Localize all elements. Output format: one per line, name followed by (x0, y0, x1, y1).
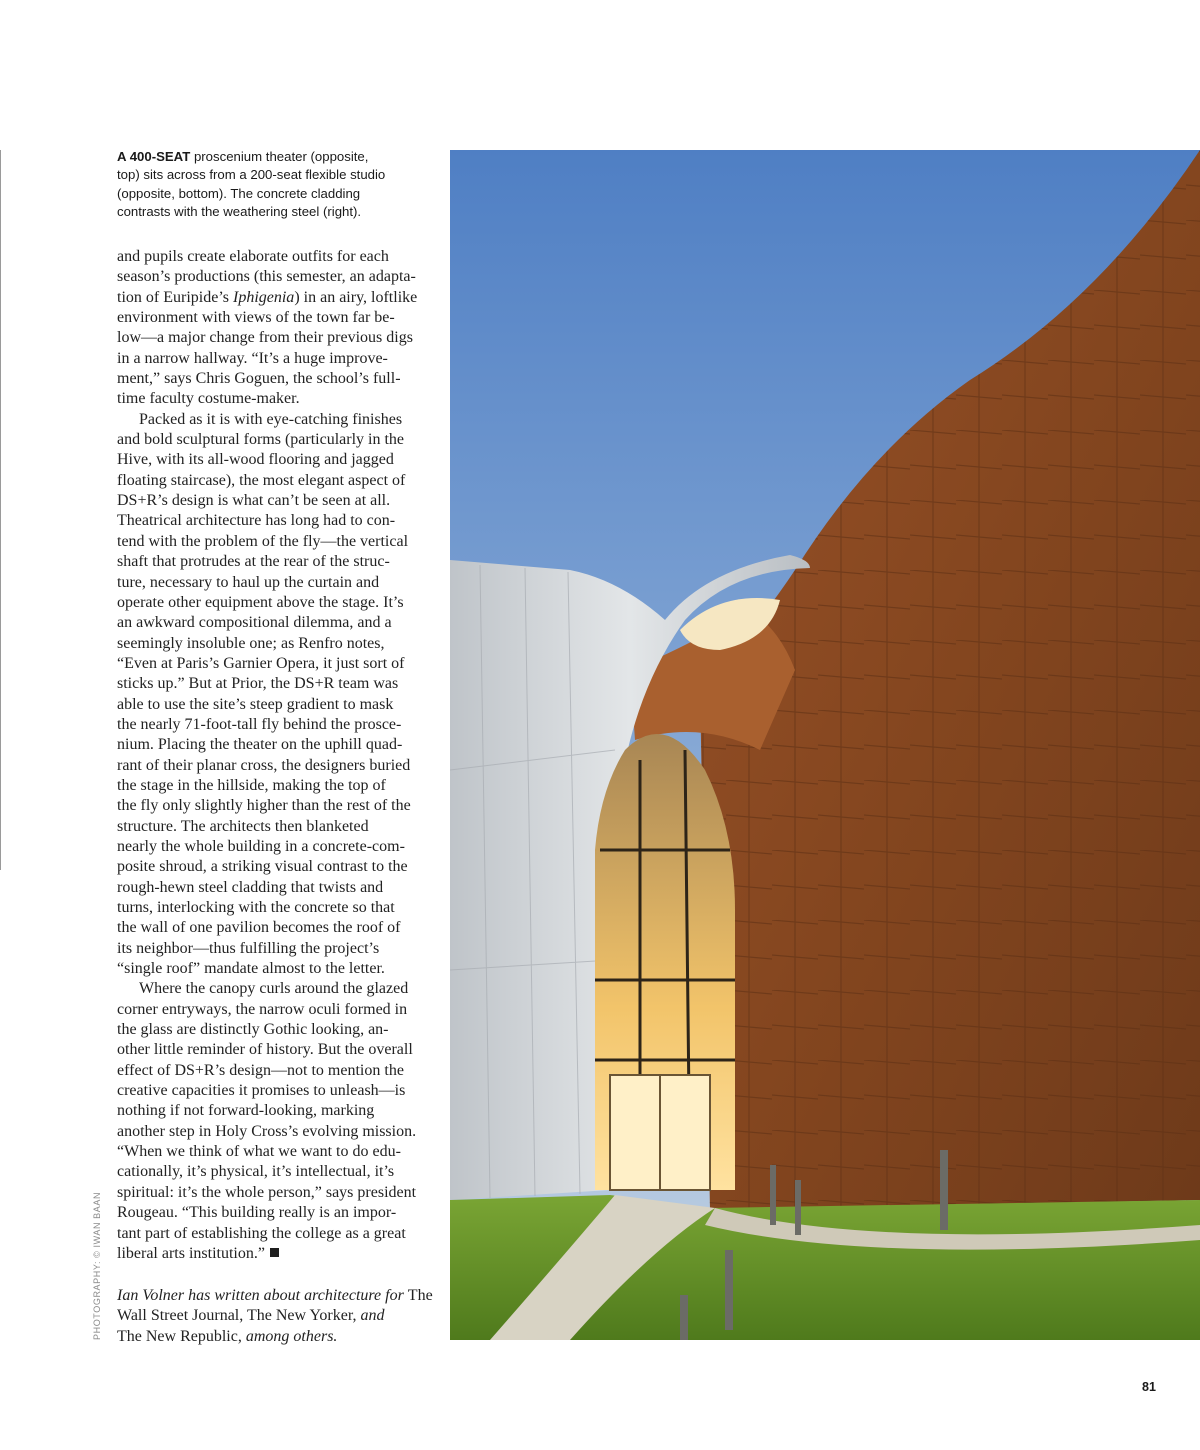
page-number: 81 (1142, 1380, 1156, 1394)
text-line: corner entryways, the narrow oculi formed in (117, 1000, 408, 1018)
text-line: creative capacities it promises to unleash—is (117, 1082, 406, 1100)
text-run: ) in an airy, loftlike (294, 288, 418, 306)
text-line: DS+R’s design is what can’t be seen at all. (117, 492, 391, 510)
text-line: tend with the problem of the fly—the vertical (117, 532, 409, 550)
text-line: the glass are distinctly Gothic looking, an- (117, 1021, 389, 1039)
text-line: time faculty costume-maker. (117, 390, 300, 408)
text-line: low—a major change from their previous digs (117, 329, 413, 347)
play-title: Iphigenia (232, 288, 295, 306)
caption-line: (opposite, bottom). The concrete cladding (117, 185, 361, 201)
article-body (117, 247, 427, 1264)
building-illustration (450, 150, 1200, 1340)
text-line: cationally, it’s physical, it’s intellectual, it’s (117, 1163, 395, 1181)
bio-run: among others. (245, 1327, 338, 1345)
text-line: other little reminder of history. But the overall (117, 1041, 413, 1059)
text-line: and bold sculptural forms (particularly in the (117, 431, 405, 449)
bio-run: and (356, 1307, 385, 1325)
text-line: in a narrow hallway. “It’s a huge improve- (117, 349, 388, 367)
text-line: another step in Holy Cross’s evolving mission. (117, 1122, 417, 1140)
text-run: tion of Euripide’s (117, 288, 233, 306)
text-line: tant part of establishing the college as a great (117, 1224, 406, 1242)
text-line: rant of their planar cross, the designers buried (117, 756, 411, 774)
bio-line (117, 1327, 437, 1347)
text-line: spiritual: it’s the whole person,” says president (117, 1183, 417, 1201)
text-line: environment with views of the town far be- (117, 309, 395, 327)
publication-name: Wall Street Journal, The New Yorker, (117, 1307, 357, 1325)
bio-line (117, 1306, 437, 1326)
publication-name: The (407, 1287, 433, 1304)
caption-line: proscenium theater (opposite, (190, 149, 369, 164)
text-line: “single roof” mandate almost to the letter. (117, 960, 385, 978)
text-line: an awkward compositional dilemma, and a (117, 614, 392, 632)
photo-caption (117, 148, 417, 222)
article-paragraph-3 (117, 979, 427, 1264)
text-line: structure. The architects then blanketed (117, 817, 369, 835)
text-line: ment,” says Chris Goguen, the school’s full- (117, 370, 401, 388)
text-line: shaft that protrudes at the rear of the struc- (117, 553, 390, 571)
text-line (117, 288, 427, 308)
bio-line (117, 1286, 437, 1306)
text-line: the stage in the hillside, making the top of (117, 776, 386, 794)
caption-line: contrasts with the weathering steel (right). (117, 204, 362, 220)
text-line: posite shroud, a striking visual contrast to the (117, 858, 408, 876)
margin-rule (0, 150, 1, 870)
text-line: Where the canopy curls around the glazed (139, 980, 409, 998)
text-line: and pupils create elaborate outfits for each (117, 248, 389, 265)
text-run: liberal arts institution.” (117, 1244, 265, 1262)
text-line: Rougeau. “This building really is an impor- (117, 1204, 397, 1222)
text-line: floating staircase), the most elegant aspect of (117, 471, 406, 489)
text-line: Packed as it is with eye-catching finishes (139, 410, 403, 428)
caption-lead: A 400-SEAT (117, 149, 191, 164)
text-line: able to use the site’s steep gradient to mask (117, 695, 394, 713)
text-line (117, 1244, 427, 1264)
end-of-article-mark (270, 1248, 279, 1257)
text-line: Hive, with its all-wood flooring and jagged (117, 451, 394, 469)
text-line: seemingly insoluble one; as Renfro notes, (117, 634, 385, 652)
article-paragraph-1 (117, 247, 427, 410)
text-line: nearly the whole building in a concrete-com- (117, 837, 405, 855)
text-line: “Even at Paris’s Garnier Opera, it just sort of (117, 654, 405, 672)
photo-credit: PHOTOGRAPHY: © IWAN BAAN (92, 1191, 102, 1340)
building-photo (450, 150, 1200, 1340)
text-line: ture, necessary to haul up the curtain and (117, 573, 380, 591)
text-line: the nearly 71-foot-tall fly behind the prosce- (117, 715, 402, 733)
text-line: effect of DS+R’s design—not to mention the (117, 1061, 404, 1079)
text-line: turns, interlocking with the concrete so that (117, 899, 395, 916)
text-line: Theatrical architecture has long had to con- (117, 512, 396, 530)
text-line: the fly only slightly higher than the rest of the (117, 797, 411, 815)
bio-run: Ian Volner has written about architecture for (117, 1287, 408, 1304)
text-line: rough-hewn steel cladding that twists and (117, 878, 384, 896)
text-line: its neighbor—thus fulfilling the project’s (117, 939, 380, 957)
text-line: nothing if not forward-looking, marking (117, 1102, 375, 1120)
text-line: operate other equipment above the stage. It’s (117, 593, 404, 611)
publication-name: The New Republic, (117, 1327, 246, 1345)
article-paragraph-2 (117, 410, 427, 980)
caption-line: top) sits across from a 200-seat flexible studio (117, 167, 386, 183)
text-line: the wall of one pavilion becomes the roof of (117, 919, 401, 937)
text-line: sticks up.” But at Prior, the DS+R team was (117, 675, 399, 693)
text-line: “When we think of what we want to do edu- (117, 1143, 401, 1161)
author-bio (117, 1286, 437, 1347)
text-line: season’s productions (this semester, an adapta- (117, 268, 416, 286)
text-line: nium. Placing the theater on the uphill quad- (117, 736, 403, 754)
